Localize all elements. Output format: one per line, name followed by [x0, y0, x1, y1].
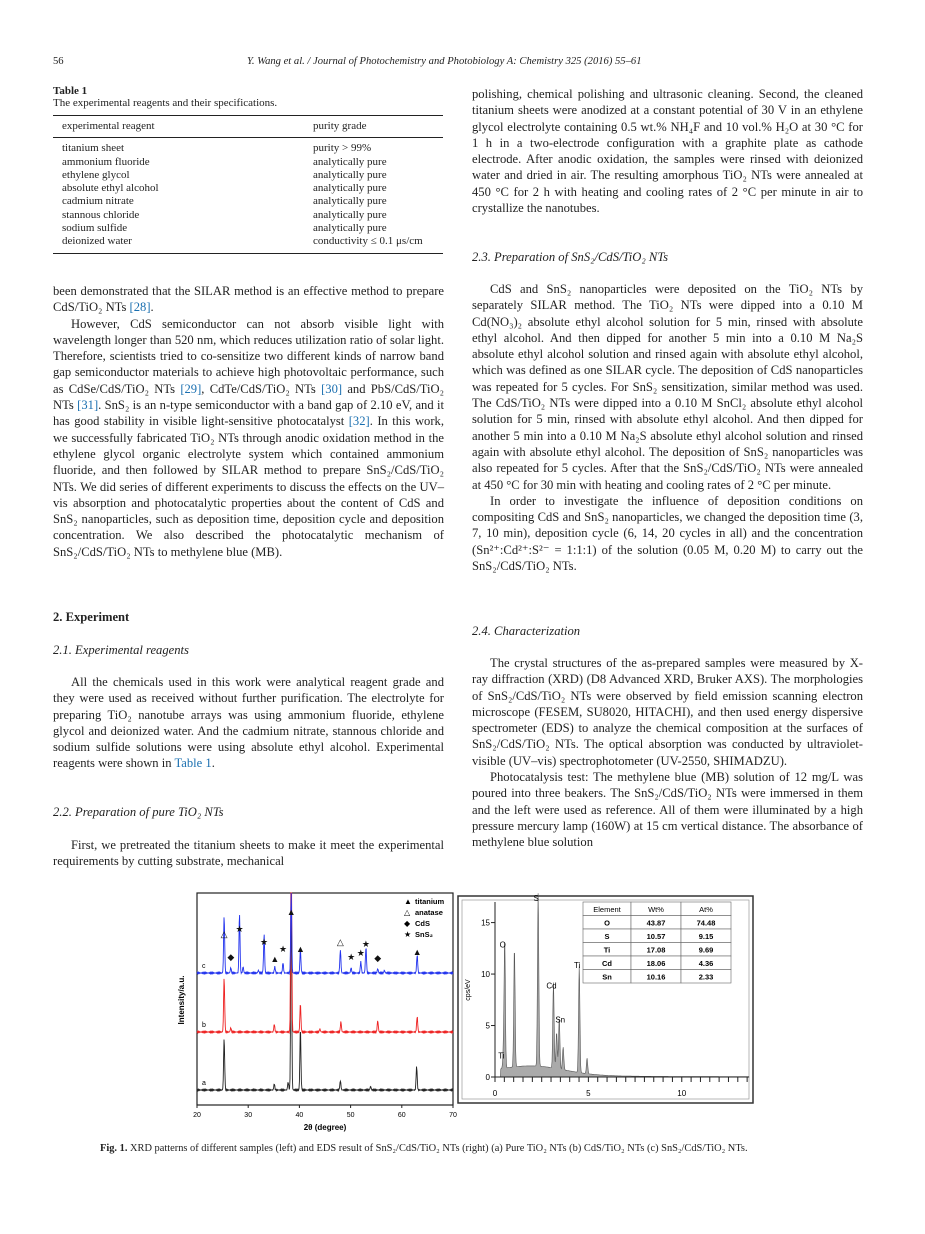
left-column-c: [53, 837, 444, 870]
peak-marker-icon: △: [220, 929, 228, 939]
peak-marker-icon: ◆: [227, 952, 235, 962]
section-heading: 2. Experiment: [53, 610, 130, 624]
x-tick-label: 70: [449, 1112, 457, 1119]
peak-marker-icon: ★: [260, 937, 269, 947]
peak-marker-icon: ★: [356, 948, 365, 958]
series-label: a: [202, 1080, 206, 1087]
paragraph: In order to investigate the influence of deposition conditions on compositing CdS and SnS₂ nanoparticles, we changed the deposition time (3, 7, 10 min), deposition cycle (6, 14, 20 cycles in all) and the concentration (Sn²⁺:Cd²⁺:S²⁻ = 1:1:1) of the solution (0.05 M, 0.20 M) to carry out the SnS₂/CdS/TiO₂ NTs.: [472, 493, 863, 574]
series-label: b: [202, 1022, 206, 1029]
table-header: Wt%: [648, 905, 664, 914]
legend-label: titanium: [415, 897, 445, 906]
legend-label: anatase: [415, 908, 443, 917]
left-column-b: [53, 674, 444, 772]
peak-marker-icon: ★: [235, 924, 244, 934]
col-header: purity grade: [313, 120, 367, 132]
table-row: [53, 169, 443, 182]
table-header: Element: [593, 905, 621, 914]
peak-label: Ti: [498, 1051, 505, 1061]
peak-marker-icon: ★: [278, 944, 288, 954]
table-caption: The experimental reagents and their specifications.: [53, 97, 278, 109]
table-cell: cadmium nitrate: [62, 195, 134, 208]
reagent-table: [53, 115, 443, 254]
peak-label: O: [499, 940, 506, 950]
table-row: [53, 209, 443, 222]
table-cell: 9.15: [698, 932, 714, 941]
subsection-heading: 2.3. Preparation of SnS₂/CdS/TiO₂ NTs: [472, 250, 669, 264]
y-tick-label: 0: [485, 1073, 490, 1082]
paragraph: The crystal structures of the as-prepared samples were measured by X-ray diffraction (XRD) (D8 Advanced XRD, Bruker AXS). The morphologies of SnS₂/CdS/TiO₂ NTs were observed by field emission scanning electron microscope (FESEM, SU8020, HITACHI), and then used energy dispersive spectrometer (EDS) to analyze the chemical composition at the surfaces of SnS₂/CdS/TiO₂ NTs. The optical absorption was conducted by ultraviolet-visible (UV–vis) spectrophotometer (UV-2550, SHIMADZU).: [472, 656, 863, 768]
x-tick-label: 10: [677, 1089, 687, 1098]
legend-symbol: ★: [404, 930, 412, 939]
table-cell: conductivity ≤ 0.1 μs/cm: [313, 235, 423, 248]
peak-label: Sn: [555, 1015, 566, 1025]
table-cell: analytically pure: [313, 195, 387, 208]
figure-caption: Fig. 1. XRD patterns of different samples (left) and EDS result of SnS₂/CdS/TiO₂ NTs (right) (a) Pure TiO₂ NTs (b) CdS/TiO₂ NTs (c) SnS₂/CdS/TiO₂ NTs.: [100, 1143, 748, 1154]
x-axis-label: 2θ (degree): [303, 1123, 347, 1132]
paragraph: been demonstrated that the SILAR method is an effective method to prepare CdS/TiO₂ NTs [28].: [53, 284, 444, 315]
y-tick-label: 10: [481, 970, 490, 980]
x-tick-label: 20: [193, 1112, 201, 1119]
table-cell: Cd: [602, 959, 612, 968]
paragraph: All the chemicals used in this work were analytical reagent grade and they were used as received without further purification. The electrolyte for preparing TiO₂ nanotube arrays was using ammonium fluoride, ethylene glycol and deionized water. And the cadmium nitrate, stannous chloride and sodium sulfide solutions were using absolute ethyl alcohol. Experimental reagents were shown in Table 1.: [53, 675, 444, 771]
table-cell: 2.33: [698, 972, 714, 982]
legend-label: SnS₂: [415, 930, 433, 939]
table-cell: 4.36: [698, 959, 714, 968]
peak-label: Ti: [574, 960, 581, 970]
peak-marker-icon: ▲: [295, 944, 305, 954]
page-number: 56: [53, 56, 64, 67]
table-cell: analytically pure: [313, 182, 387, 195]
table-cell: Sn: [602, 972, 612, 982]
table-cell: analytically pure: [313, 222, 387, 235]
subsection-heading: 2.2. Preparation of pure TiO₂ NTs: [53, 805, 224, 819]
table-cell: Ti: [603, 945, 611, 955]
table-cell: stannous chloride: [62, 208, 140, 221]
table-cell: 10.57: [646, 932, 666, 941]
table-cell: S: [604, 932, 610, 941]
y-tick-label: 5: [485, 1021, 490, 1031]
peak-marker-icon: ▲: [270, 954, 280, 964]
ref-link[interactable]: [31]: [77, 398, 99, 413]
subsection-heading: 2.1. Experimental reagents: [53, 643, 189, 657]
table-cell: 9.69: [698, 945, 714, 955]
peak-marker-icon: ▲: [286, 907, 296, 917]
peak-marker-icon: ★: [361, 939, 370, 949]
table-label: Table 1: [53, 85, 88, 97]
peak-label: S: [533, 894, 539, 904]
table-cell: analytically pure: [313, 208, 387, 221]
paragraph: CdS and SnS₂ nanoparticles were deposited on the TiO₂ NTs by separately SILAR method. The TiO₂ NTs were dipped into a 0.10 M Cd(NO₃)₂ absolute ethyl alcohol solution for 5 min, rinsed with absolute ethyl alcohol. And then dipped for another 5 min into a 0.10 M Na₂S absolute ethyl alcohol solution and rinsed again with absolute ethyl alcohol, which was defined as one SILAR cycle. The deposition of CdS nanoparticles was repeated for 5 cycles. For SnS₂ sensitization, similar method was used. The CdS/TiO₂ NTs were dipped into a 0.10 M SnCl₂ absolute ethyl alcohol solution for 5 min, rinsed with absolute ethyl alcohol. And then dipped for another 5 min into a 0.10 M Na₂S absolute ethyl alcohol solution and rinsed again with absolute ethyl alcohol. The deposition of SnS₂ nanoparticles was also repeated for 5 cycles. After that the SnS₂/CdS/TiO₂ NTs were annealed at 450 °C for 30 min with heating and cooling rates of 2 °C per minute.: [472, 282, 863, 492]
table-cell: analytically pure: [313, 168, 387, 181]
legend-label: CdS: [415, 919, 430, 928]
table-row: [53, 222, 443, 235]
table-cell: O: [604, 918, 610, 928]
table-cell: 17.08: [646, 945, 666, 955]
peak-marker-icon: △: [336, 937, 344, 947]
paragraph: polishing, chemical polishing and ultrasonic cleaning. Second, the cleaned titanium sheets were anodized at a constant potential of 30 V in an ethylene glycol electrolyte containing 0.5 wt.% NH₄F and 10 vol.% H₂O at 30 °C for 1 h in a two-electrode configuration with a graphite plate as cathode electrode. After anodic oxidation, the samples were rinsed with deionized water and dried in air. The resulting amorphous TiO₂ NTs were annealed at 450 °C for 2 h with heating and cooling rates of 2 °C per minute in air to crystallize the nanotubes.: [472, 87, 863, 216]
peak-marker-icon: ◆: [374, 953, 382, 963]
table-cell: titanium sheet: [62, 142, 125, 155]
table-row: [53, 138, 443, 156]
x-tick-label: 30: [244, 1112, 253, 1119]
table-row: [53, 195, 443, 208]
ref-link[interactable]: [30]: [321, 381, 343, 396]
right-column-c: [472, 655, 863, 851]
legend-symbol: ◆: [404, 919, 411, 928]
table-cell: 10.16: [646, 972, 666, 982]
table-header: At%: [699, 905, 713, 914]
subsection-heading: 2.4. Characterization: [472, 624, 581, 638]
x-tick-label: 0: [492, 1089, 498, 1098]
table-cell: sodium sulfide: [62, 222, 128, 235]
peak-marker-icon: ★: [347, 952, 356, 962]
paragraph: First, we pretreated the titanium sheets to make it meet the experimental requirements by cutting substrate, mechanical: [53, 838, 444, 869]
ref-link[interactable]: [28]: [129, 300, 151, 315]
ref-link[interactable]: [29]: [180, 381, 202, 396]
running-title: Y. Wang et al. / Journal of Photochemistry and Photobiology A: Chemistry 325 (2016) 55–61: [247, 56, 642, 67]
table-cell: purity > 99%: [313, 142, 372, 155]
y-tick-label: 15: [481, 918, 490, 928]
table-cell: 74.48: [696, 918, 716, 928]
table-link[interactable]: Table 1: [174, 756, 212, 771]
y-axis-label: Intensity/a.u.: [177, 975, 186, 1025]
x-tick-label: 50: [346, 1112, 355, 1119]
peak-marker-icon: ▲: [412, 947, 422, 957]
table-cell: ammonium fluoride: [62, 155, 150, 168]
peak-label: Cd: [546, 981, 557, 991]
x-tick-label: 5: [586, 1089, 591, 1098]
x-tick-label: 60: [397, 1112, 406, 1119]
table-cell: ethylene glycol: [62, 168, 130, 181]
table-row: [53, 156, 443, 169]
table-cell: deionized water: [62, 235, 132, 248]
table-row: [53, 235, 443, 248]
ref-link[interactable]: [32]: [348, 414, 370, 429]
left-column-a: [53, 283, 444, 560]
legend-symbol: ▲: [404, 897, 412, 906]
table-cell: absolute ethyl alcohol: [62, 182, 159, 195]
right-column-a: [472, 86, 863, 216]
paragraph: Photocatalysis test: The methylene blue (MB) solution of 12 mg/L was poured into three beakers. The SnS₂/CdS/TiO₂ NTs were immersed in them and the left were used as reference. All of them were illuminated by a high pressure mercury lamp (160W) at 15 cm vertical distance. The absorbance of methylene blue solution: [472, 770, 863, 850]
right-column-b: [472, 281, 863, 574]
table-1: [53, 85, 444, 254]
table-cell: 18.06: [646, 959, 666, 968]
table-cell: 43.87: [646, 918, 666, 928]
series-label: c: [202, 963, 206, 970]
y-axis-label: cps/eV: [465, 979, 472, 1001]
legend-symbol: △: [404, 908, 411, 917]
table-row: [53, 182, 443, 195]
eds-chart: [455, 890, 755, 1112]
paragraph: However, CdS semiconductor can not absorb visible light with wavelength longer than 520 nm, which reduces utilization ratio of solar light. Therefore, scientists tried to co-sensitize two different kinds of narrow band gap semiconductor materials to achieve high photovoltaic performance, such as CdSe/CdS/TiO₂ NTs [29], CdTe/CdS/TiO₂ NTs [30] and PbS/CdS/TiO₂ NTs [31]. SnS₂ is an n-type semiconductor with a band gap of 2.10 eV, and it has good stability in visible light-sensitive photocatalyst [32]. In this work, we successfully fabricated TiO₂ NTs through anodic oxidation method in the ethylene glycol organic electrolyte system which contained ammonium fluoride, and then followed by SILAR method to prepare SnS₂/CdS/TiO₂ NTs. We did series of different experiments to discuss the effects on the UV–vis absorption and photocatalytic properties about the content of CdS and SnS₂ nanoparticles, such as deposition time, deposition cycle and deposition concentration. We also described the photocatalytic mechanism of SnS₂/CdS/TiO₂ NTs to methylene blue (MB).: [53, 316, 445, 559]
col-header: experimental reagent: [62, 120, 155, 132]
xrd-chart: [170, 890, 460, 1135]
x-tick-label: 40: [295, 1112, 304, 1119]
table-cell: analytically pure: [313, 155, 387, 168]
